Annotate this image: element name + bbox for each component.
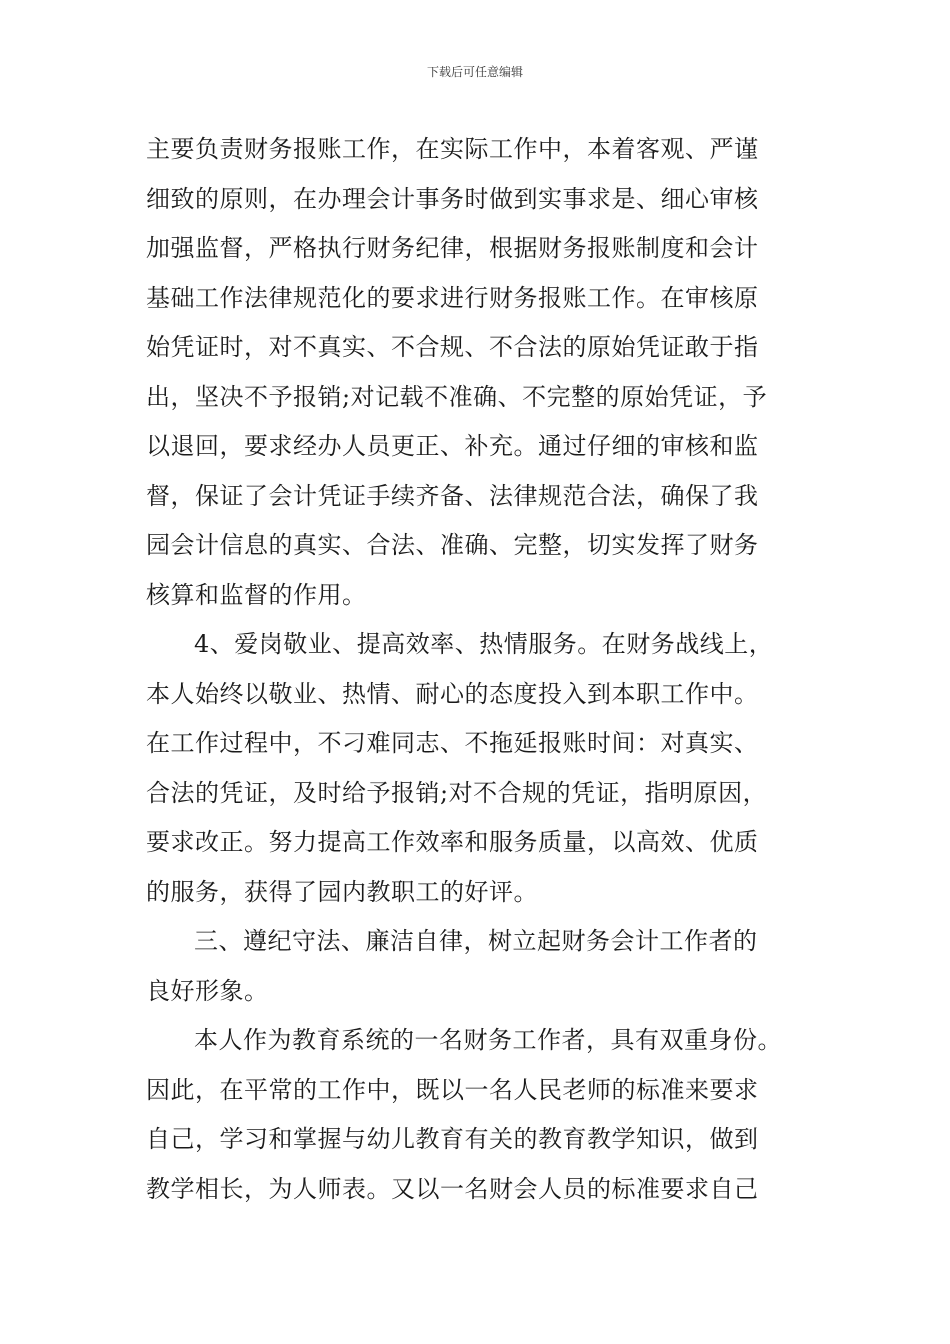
paragraph-start-line: 4、爱岗敬业、提高效率、热情服务。在财务战线上， — [194, 630, 774, 658]
text-line: 自己，学习和掌握与幼儿教育有关的教育教学知识，做到 — [146, 1125, 759, 1153]
text-line: 出，坚决不予报销;对记载不准确、不完整的原始凭证，予 — [146, 382, 768, 411]
text-line: 园会计信息的真实、合法、准确、完整，切实发挥了财务 — [146, 531, 759, 559]
text-line: 教学相长，为人师表。又以一名财会人员的标准要求自己 — [146, 1174, 759, 1203]
text-line: 以退回，要求经办人员更正、补充。通过仔细的审核和监 — [146, 432, 759, 460]
text-line: 的服务，获得了园内教职工的好评。 — [146, 877, 538, 906]
text-line: 本人始终以敬业、热情、耐心的态度投入到本职工作中。 — [146, 679, 759, 708]
text-line: 合法的凭证，及时给予报销;对不合规的凭证，指明原因， — [146, 778, 768, 807]
text-line: 核算和监督的作用。 — [146, 580, 367, 609]
text-line: 在工作过程中，不刁难同志、不拖延报账时间：对真实、 — [146, 729, 759, 757]
document-body — [146, 125, 836, 1214]
text-line: 主要负责财务报账工作，在实际工作中，本着客观、严谨 — [146, 135, 759, 163]
paragraph-start-line: 本人作为教育系统的一名财务工作者，具有双重身份。 — [194, 1026, 782, 1054]
text-line: 要求改正。努力提高工作效率和服务质量，以高效、优质 — [146, 828, 759, 856]
text-line: 加强监督，严格执行财务纪律，根据财务报账制度和会计 — [146, 234, 759, 262]
section-heading-line: 良好形象。 — [146, 976, 269, 1005]
section-heading-line: 三、遵纪守法、廉洁自律，树立起财务会计工作者的 — [194, 927, 758, 955]
text-line: 因此，在平常的工作中，既以一名人民老师的标准来要求 — [146, 1075, 759, 1104]
text-line: 细致的原则，在办理会计事务时做到实事求是、细心审核 — [146, 184, 759, 213]
text-line: 始凭证时，对不真实、不合规、不合法的原始凭证敢于指 — [146, 333, 759, 361]
text-line: 督，保证了会计凭证手续齐备、法律规范合法，确保了我 — [146, 481, 759, 510]
text-line: 基础工作法律规范化的要求进行财务报账工作。在审核原 — [146, 283, 759, 312]
page-header: 下载后可任意编辑 — [426, 65, 523, 79]
